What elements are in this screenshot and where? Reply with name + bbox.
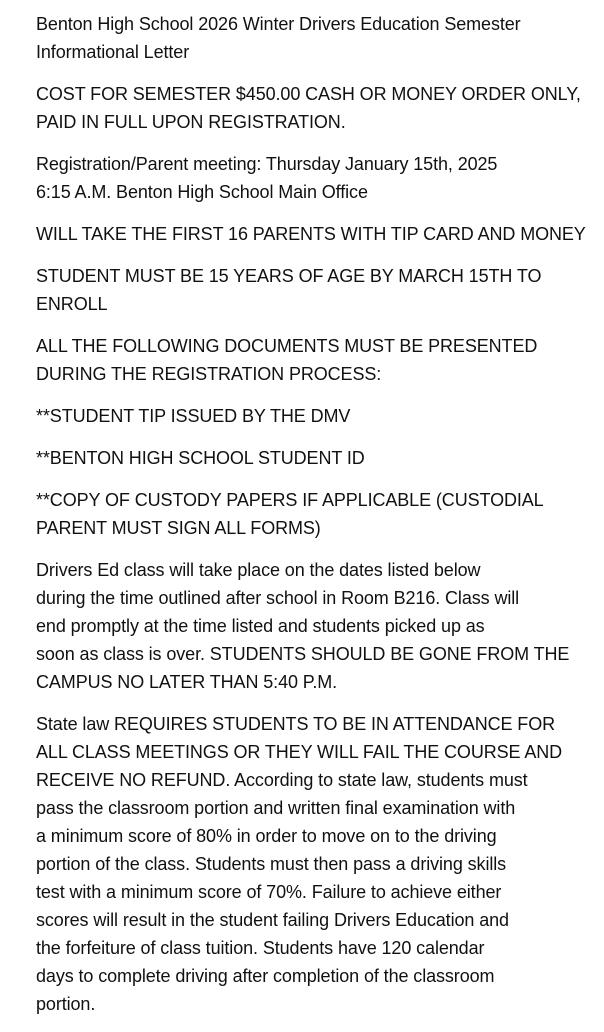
documents-intro: ALL THE FOLLOWING DOCUMENTS MUST BE PRESENTED DURING THE REGISTRATION PROCESS: xyxy=(36,336,538,384)
document-item-custody: **COPY OF CUSTODY PAPERS IF APPLICABLE (CUSTODIAL PARENT MUST SIGN ALL FORMS) xyxy=(36,490,544,538)
class-info: Drivers Ed class will take place on the dates listed below during the time outlined after school in Room B216. Class will end promptly at the time listed and students picked up as soon as class is over. STUDENTS SHOULD BE GONE FROM THE CAMPUS NO LATER THAN 5:40 P.M. xyxy=(36,560,570,692)
first-16-notice: WILL TAKE THE FIRST 16 PARENTS WITH TIP CARD AND MONEY xyxy=(36,224,586,244)
informational-letter xyxy=(36,10,596,1032)
letter-title: Benton High School 2026 Winter Drivers Education Semester Informational Letter xyxy=(36,14,521,62)
document-item-student-id: **BENTON HIGH SCHOOL STUDENT ID xyxy=(36,448,365,468)
document-item-tip: **STUDENT TIP ISSUED BY THE DMV xyxy=(36,406,351,426)
cost-notice: COST FOR SEMESTER $450.00 CASH OR MONEY ORDER ONLY, PAID IN FULL UPON REGISTRATION. xyxy=(36,84,581,132)
age-requirement: STUDENT MUST BE 15 YEARS OF AGE BY MARCH 15TH TO ENROLL xyxy=(36,266,542,314)
state-law: State law REQUIRES STUDENTS TO BE IN ATTENDANCE FOR ALL CLASS MEETINGS OR THEY WILL FAIL THE COURSE AND RECEIVE NO REFUND. According to state law, students must pass the classroom portion and written final examination with a minimum score of 80% in order to move on to the driving portion of the class. Students must then pass a driving skills test with a minimum score of 70%. Failure to achieve either scores will result in the student failing Drivers Education and the forfeiture of class tuition. Students have 120 calendar days to complete driving after completion of the classroom portion. xyxy=(36,714,563,1014)
registration-meeting: Registration/Parent meeting: Thursday January 15th, 2025 6:15 A.M. Benton High School Main Office xyxy=(36,154,498,202)
